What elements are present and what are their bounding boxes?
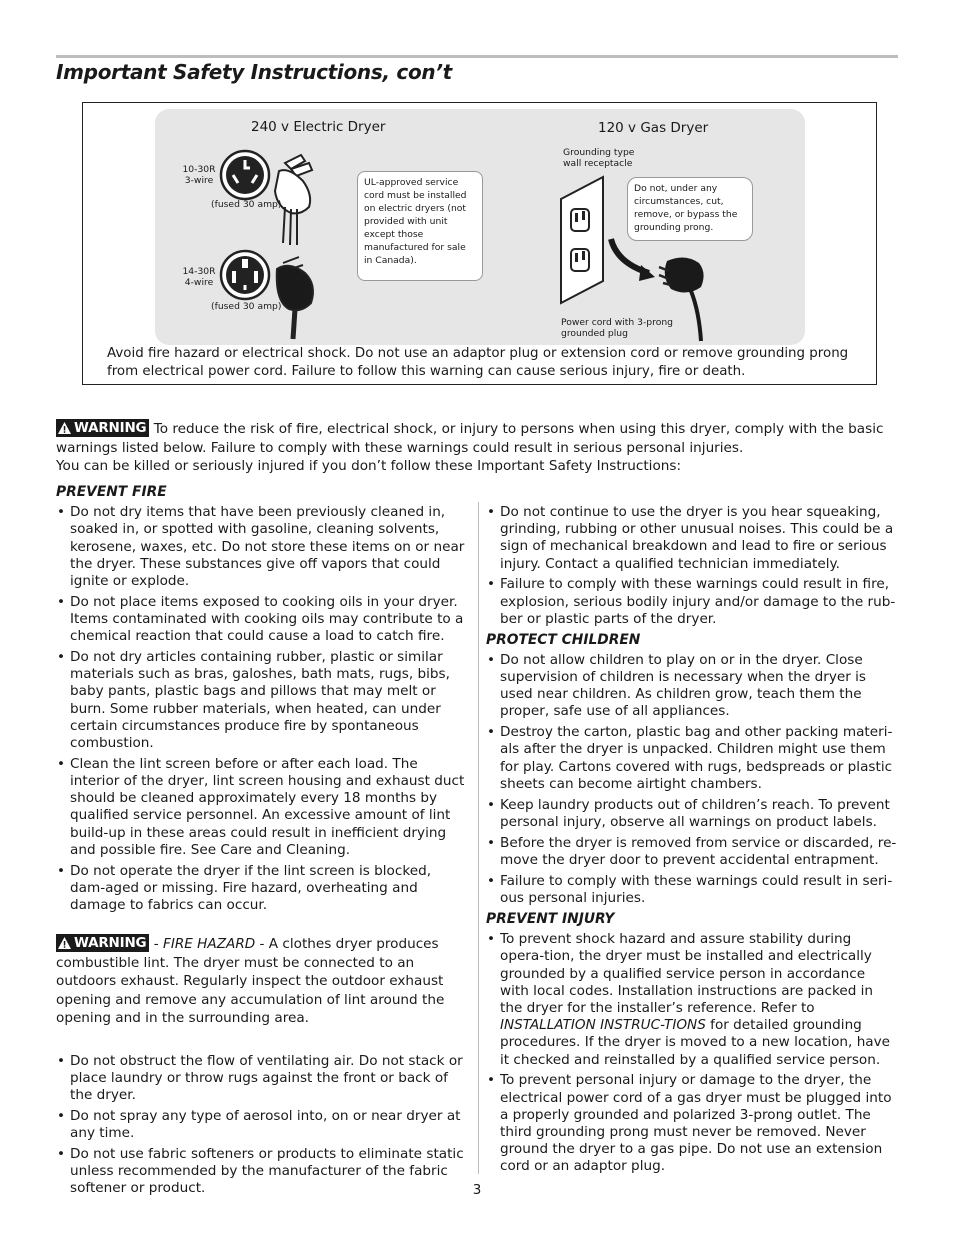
fire-hazard-warning: [56, 934, 470, 1028]
intro-warning: [56, 419, 898, 476]
list-item: • Do not continue to use the dryer is you hear squeaking, grinding, rubbing or other unusual noises. This could be a sign of mechanical breakdown and lead to fire or serious injury. Contact a qualified technician immediately.: [486, 504, 898, 573]
list-item: • Do not use fabric softeners or products to eliminate static unless recommended by the manufacturer of the fabric softener or product.: [56, 1146, 470, 1198]
plug4-fuse: (fused 30 amp): [211, 301, 282, 312]
fire-hazard-prefix: -: [149, 936, 163, 953]
list-item: • Do not allow children to play on or in the dryer. Close supervision of children is necessary when the dryer is used near children. As children grow, teach them the proper, safe use of all appliances.: [486, 652, 898, 721]
list-item: • Destroy the carton, plastic bag and other packing materi-als after the dryer is unpacked. Children might use them for play. Cartons covered with rugs, bedspreads or plastic sheets can become airtight chambers.: [486, 724, 898, 793]
receptacle-4wire-icon: [219, 249, 331, 341]
right-top-list: [486, 504, 898, 628]
list-item: • Do not dry items that have been previously cleaned in, soaked in, or spotted with gasoline, cleaning solvents, kerosene, waxes, etc. Do not store these items on or near the dryer. These substances give off vapors that could ignite or explode.: [56, 504, 470, 590]
list-item: • Keep laundry products out of children’s reach. To prevent personal injury, observe all warnings on product labels.: [486, 797, 898, 831]
left-column: [56, 484, 470, 1201]
header-rule: [56, 55, 898, 58]
list-item: • Do not dry articles containing rubber, plastic or similar materials such as bras, galoshes, bath mats, rugs, bibs, baby pants, plastic bags and pillows that may melt or burn. Some rubber materials, when heated, can under certain circumstances produce fire by spontaneous combustion.: [56, 649, 470, 752]
figure-panel: [155, 109, 805, 345]
plug3-label: 10-30R 3-wire: [182, 164, 216, 186]
right-column: [486, 504, 898, 1179]
page-title: Important Safety Instructions, con’t: [56, 60, 452, 84]
intro-text: To reduce the risk of fire, electrical shock, or injury to persons when using this dryer, comply with the basic warnings listed below. Failure to comply with these warnings could result in serious personal injuries.: [56, 421, 884, 456]
protect-children-list: [486, 652, 898, 907]
grounding-prong-callout: Do not, under any circumstances, cut, remove, or bypass the grounding prong.: [627, 177, 753, 241]
list-item: • Do not spray any type of aerosol into, on or near dryer at any time.: [56, 1108, 470, 1142]
protect-children-heading: PROTECT CHILDREN: [486, 631, 641, 648]
page-number: 3: [472, 1182, 482, 1198]
figure-caption: Avoid fire hazard or electrical shock. Do not use an adaptor plug or extension cord or remove grounding prong from electrical power cord. Failure to follow this warning can cause serious injury, fire or death.: [107, 346, 849, 379]
list-item: • Clean the lint screen before or after each load. The interior of the dryer, lint screen housing and exhaust duct should be cleaned approximately every 18 months by qualified service personnel. An excessive amount of lint build-up in these areas could result in inefficient drying and possible fire. See Care and Cleaning.: [56, 756, 470, 859]
list-item: • Do not operate the dryer if the lint screen is blocked, dam-aged or missing. Fire hazard, overheating and damage to fabrics can occur.: [56, 863, 470, 915]
list-item: • Before the dryer is removed from service or discarded, re-move the dryer door to prevent accidental entrapment.: [486, 835, 898, 869]
electric-heading: 240 v Electric Dryer: [251, 119, 386, 135]
fire-hazard-text: - A clothes dryer produces combustible lint. The dryer must be connected to an outdoors exhaust. Regularly inspect the outdoor exhaust opening and remove any accumulation of lint around the opening and in the surrounding area.: [56, 936, 445, 1027]
receptacle-3wire-icon: [219, 149, 331, 245]
prevent-fire-list: [56, 504, 470, 914]
prevent-fire-heading: PREVENT FIRE: [56, 484, 167, 500]
power-cord-label: Power cord with 3-prong grounded plug: [561, 317, 673, 339]
warning-badge: WARNING: [56, 934, 149, 952]
column-divider: [478, 502, 479, 1174]
warning-triangle-icon: [57, 421, 72, 435]
wiring-figure: [82, 102, 877, 385]
list-item: • Do not obstruct the flow of ventilating air. Do not stack or place laundry or throw rugs against the front or back of the dryer.: [56, 1053, 470, 1105]
receptacle-label: Grounding type wall receptacle: [563, 147, 635, 169]
list-item: • To prevent personal injury or damage to the dryer, the electrical power cord of a gas dryer must be plugged into a properly grounded and polarized 3-prong outlet. The third grounding prong must never be removed. Never ground the dryer to a gas pipe. Do not use an extension cord or an adaptor plug.: [486, 1072, 898, 1175]
list-item: • Failure to comply with these warnings could result in seri-ous personal injuries.: [486, 873, 898, 907]
warning-badge: WARNING: [56, 419, 149, 437]
plug3-fuse: (fused 30 amp): [211, 199, 282, 210]
gas-heading: 120 v Gas Dryer: [598, 120, 709, 136]
list-item: • To prevent shock hazard and assure stability during opera-tion, the dryer must be installed and electrically grounded by a qualified service person in accordance with local codes. Installation instructions are packed in the dryer for the installer’s reference. Refer to INSTALLATION INSTRUC-TIONS for detailed grounding procedures. If the dryer is moved to a new location, have it checked and reinstalled by a qualified service person.: [486, 931, 898, 1069]
plug4-label: 14-30R 4-wire: [182, 266, 216, 288]
fire-hazard-label: FIRE HAZARD: [163, 936, 256, 953]
list-item: • Do not place items exposed to cooking oils in your dryer. Items contaminated with cooking oils may contribute to a chemical reaction that could cause a load to catch fire.: [56, 594, 470, 646]
warning-triangle-icon: [57, 936, 72, 950]
installation-instructions-ref: INSTALLATION INSTRUC-TIONS: [500, 1017, 706, 1034]
fire-hazard-list: [56, 1053, 470, 1198]
electric-cord-callout: UL-approved service cord must be installed on electric dryers (not provided with unit except those manufactured for sale in Canada).: [357, 171, 483, 281]
intro-line2: You can be killed or seriously injured if you don’t follow these Important Safety Instructions:: [56, 458, 682, 474]
list-item: • Failure to comply with these warnings could result in fire, explosion, serious bodily injury and/or damage to the rub-ber or plastic parts of the dryer.: [486, 576, 898, 628]
prevent-injury-heading: PREVENT INJURY: [486, 911, 615, 928]
prevent-injury-list: [486, 931, 898, 1175]
